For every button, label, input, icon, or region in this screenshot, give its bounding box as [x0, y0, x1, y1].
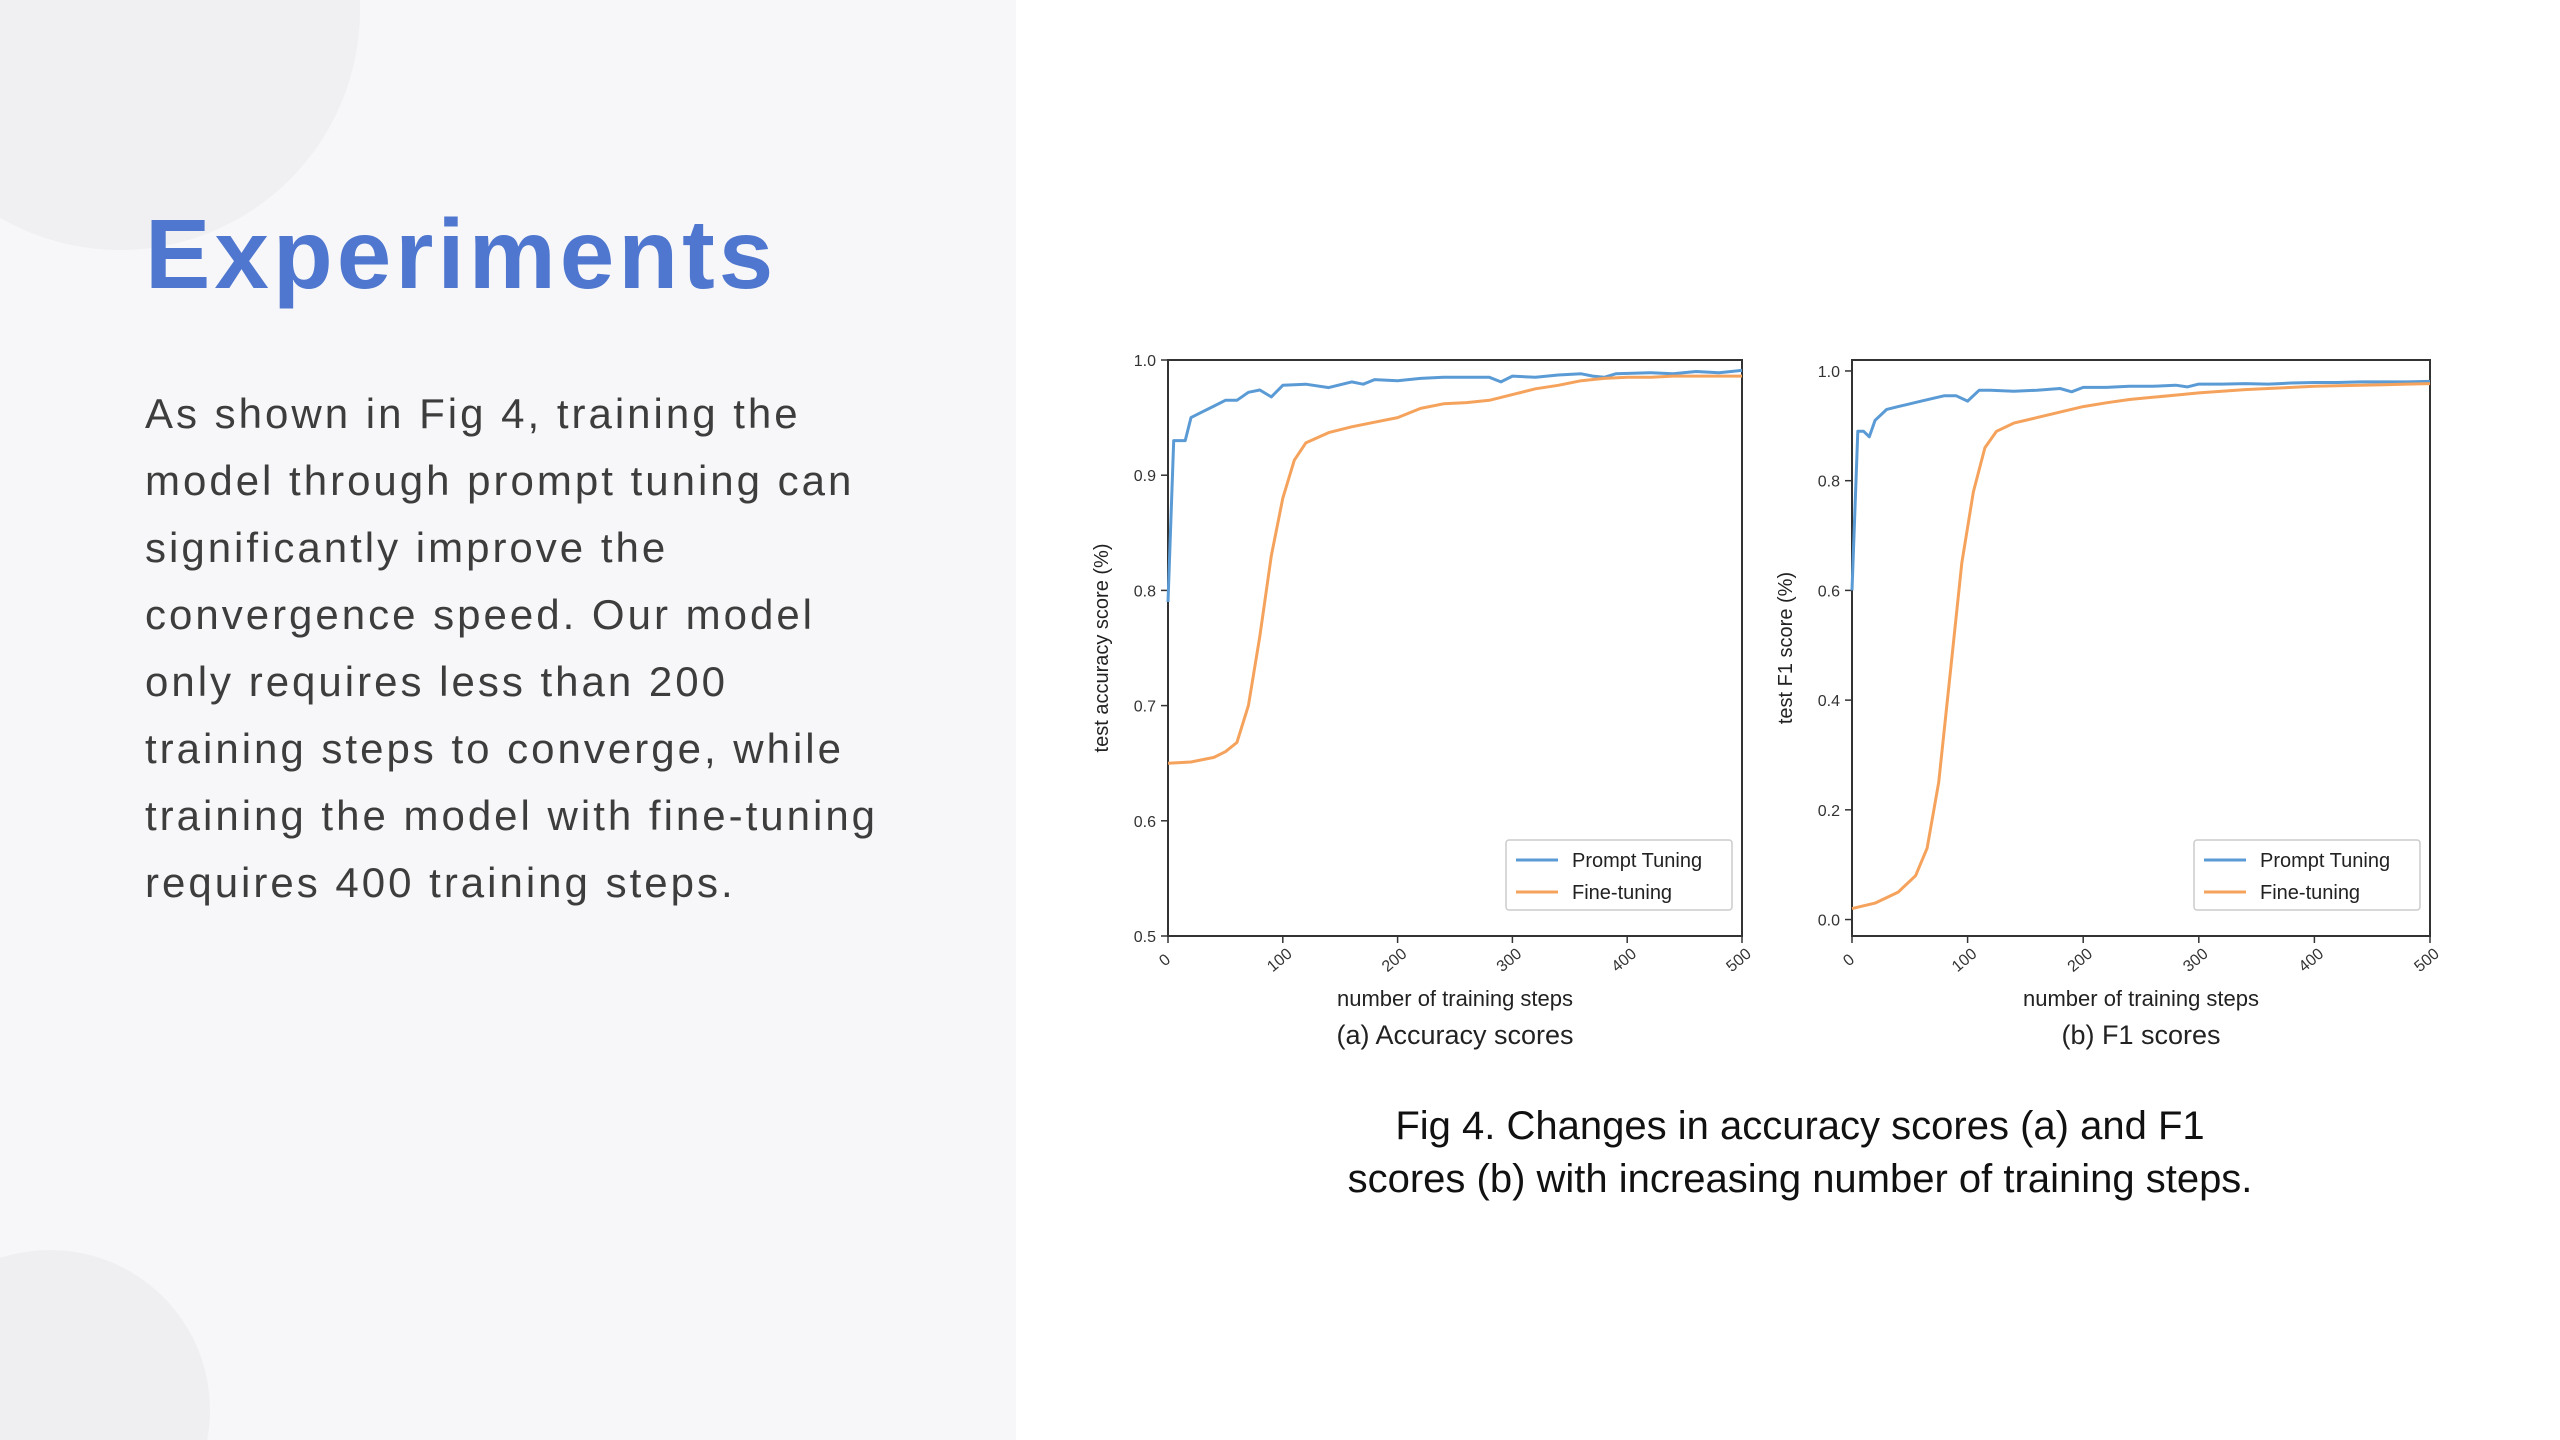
chart-a-xtick-label: 500 — [1723, 945, 1755, 976]
chart-b-ytick-label: 0.6 — [1817, 583, 1840, 601]
chart-a-ytick-label: 0.9 — [1133, 468, 1156, 486]
chart-a-xlabel: number of training steps — [1336, 986, 1574, 1011]
chart-b-ytick-label: 0.2 — [1817, 802, 1840, 820]
chart-b-ytick-label: 0.0 — [1817, 912, 1840, 930]
chart-b-legend-label-prompt-tuning: Prompt Tuning — [2260, 850, 2391, 872]
chart-b-ytick-label: 0.4 — [1817, 693, 1840, 711]
chart-a-xtick-label: 100 — [1264, 945, 1296, 976]
chart-a-ytick-label: 0.6 — [1133, 813, 1156, 831]
chart-b-xlabel: number of training steps — [2022, 986, 2260, 1011]
chart-b-xtick-label: 0 — [1840, 951, 1858, 970]
chart-b-xtick-label: 300 — [2180, 945, 2212, 976]
chart-b-ytick-label: 0.8 — [1817, 473, 1840, 491]
slide-body-text: As shown in Fig 4, training the model through prompt tuning can significantly improve the convergence speed. Our model only requires less than 200 training steps to converge, while training the model with fine-tuning requires 400 training steps. — [145, 390, 879, 906]
chart-b-subtitle: (b) F1 scores — [2061, 1020, 2221, 1050]
figure-4 — [1080, 340, 2460, 1060]
chart-a-ytick-label: 0.7 — [1133, 698, 1156, 716]
chart-b-ytick-label: 1.0 — [1817, 363, 1840, 381]
chart-b-xtick-label: 100 — [1949, 945, 1981, 976]
chart-a-ytick-label: 0.8 — [1133, 583, 1156, 601]
chart-a-xtick-label: 400 — [1608, 945, 1640, 976]
charts-svg — [1080, 340, 2460, 1060]
decorative-circle-bottom — [0, 1250, 210, 1440]
chart-a-subtitle: (a) Accuracy scores — [1336, 1020, 1574, 1050]
chart-b-xtick-label: 200 — [2064, 945, 2096, 976]
chart-a-ylabel: test accuracy score (%) — [1091, 543, 1113, 753]
chart-a-legend-label-fine-tuning: Fine-tuning — [1572, 882, 1673, 904]
figure-caption: Fig 4. Changes in accuracy scores (a) and F1 scores (b) with increasing number of training steps. — [1347, 1104, 2253, 1201]
chart-b-legend-label-fine-tuning: Fine-tuning — [2260, 882, 2361, 904]
chart-a-xtick-label: 300 — [1493, 945, 1526, 976]
chart-b-xtick-label: 500 — [2411, 945, 2443, 976]
slide-title: Experiments — [145, 199, 778, 309]
chart-a-xtick-label: 200 — [1379, 945, 1411, 976]
chart-a-xtick-label: 0 — [1156, 951, 1174, 970]
chart-b-xtick-label: 400 — [2295, 945, 2328, 976]
chart-a-legend-label-prompt-tuning: Prompt Tuning — [1572, 850, 1703, 872]
chart-b-ylabel: test F1 score (%) — [1775, 571, 1797, 725]
chart-a-ytick-label: 0.5 — [1133, 929, 1156, 946]
left-panel — [0, 0, 1016, 1440]
chart-a-ytick-label: 1.0 — [1133, 353, 1156, 370]
